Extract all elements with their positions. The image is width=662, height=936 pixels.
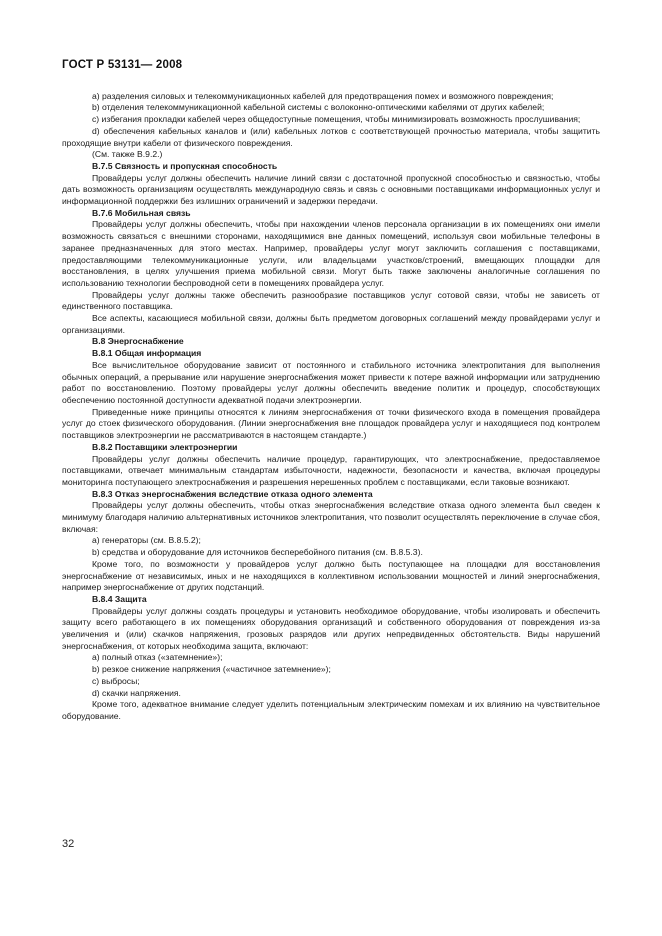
paragraph: b) отделения телекоммуникационной кабельной системы с волоконно-оптическими кабелями от других кабелей; — [92, 102, 545, 113]
section-heading: B.7.6 Мобильная связь — [92, 207, 191, 218]
paragraph: Провайдеры услуг должны обеспечить наличие линий связи с достаточной пропускной способностью и связностью, чтобы дать возможность организациям осуществлять международную связь и связь с основными поставщиками информационных услуг и информационной поддержки без излишних ограничений и задержки передачи. — [62, 172, 600, 207]
paragraph: Провайдеры услуг должны создать процедуры и установить необходимое оборудование, чтобы изолировать и обеспечить защиту всего работающего в их помещениях оборудования организаций и собственного оборудования от повреждения из-за увеличения и (или) скачков напряжения, грозовых разрядов или других непредвиденных обстоятельств. Виды нарушений энергоснабжения, от которых необходима защита, включают: — [62, 605, 600, 651]
paragraph: Провайдеры услуг должны обеспечить, чтобы при нахождении членов персонала организации в их помещениях они имели возможность связаться с внешними сторонами, находящимися вне данных помещений, используя свои мобильные телефоны в заранее предназначенных для этого местах. Например, провайдеры услуг могут заключить соглашения с поставщиками, предоставляющими телекоммуникационные услуги, или владельцами участков/строений, вмещающих площадки для восстановления, в целях улучшения приема мобильной связи. Могут быть также заключены аналогичные соглашения по использованию технологии беспроводной сети в помещениях провайдера услуг. — [62, 219, 600, 288]
paragraph: Провайдеры услуг должны также обеспечить разнообразие поставщиков услуг сотовой связи, чтобы не зависеть от единственного поставщика. — [62, 289, 600, 312]
list-item: d) скачки напряжения. — [92, 687, 181, 698]
page-number: 32 — [62, 838, 75, 850]
section-heading: B.8 Энергоснабжение — [92, 336, 184, 347]
section-heading: B.8.2 Поставщики электроэнергии — [92, 441, 238, 452]
section-heading: B.7.5 Связность и пропускная способность — [92, 160, 278, 171]
document-body — [62, 91, 600, 723]
paragraph: Приведенные ниже принципы относятся к линиям энергоснабжения от точки физического входа в помещения провайдера услуг до стоек физического оборудования. (Линии энергоснабжения вне площадок провайдера услуг и находящиеся под контролем поставщиков электроэнергии не рассматриваются в настоящем стандарте.) — [62, 406, 600, 441]
paragraph: Кроме того, адекватное внимание следует уделить потенциальным электрическим помехам и их влиянию на чувствительное оборудование. — [62, 699, 600, 721]
section-heading: B.8.3 Отказ энергоснабжения вследствие отказа одного элемента — [92, 488, 373, 499]
paragraph: Все вычислительное оборудование зависит от постоянного и стабильного источника электропитания для выполнения обычных операций, а прерывание или нарушение энергоснабжения может привести к потере важной информации или затруднению работ по восстановлению. Поэтому провайдеры услуг должны обеспечить введение политик и процедур, способствующих обеспечению постоянной доступности адекватной подачи электроэнергии. — [62, 359, 600, 405]
paragraph: Все аспекты, касающиеся мобильной связи, должны быть предметом договорных соглашений между провайдерами услуг и организациями. — [62, 313, 600, 335]
paragraph: d) обеспечения кабельных каналов и (или) кабельных лотков с соответствующей прочностью материала, чтобы защитить проходящие внутри кабели от физического повреждения. — [62, 125, 600, 148]
list-item: b) резкое снижение напряжения («частичное затемнение»); — [92, 664, 331, 675]
cross-reference: (См. также B.9.2.) — [92, 149, 163, 160]
list-item: b) средства и оборудование для источников бесперебойного питания (см. B.8.5.3). — [92, 547, 423, 558]
section-heading: B.8.4 Защита — [92, 593, 147, 604]
section-heading: B.8.1 Общая информация — [92, 348, 202, 359]
paragraph: a) разделения силовых и телекоммуникационных кабелей для предотвращения помех и возможного повреждения; — [92, 90, 554, 101]
list-item: a) полный отказ («затемнение»); — [92, 652, 223, 663]
paragraph: Кроме того, по возможности у провайдеров услуг должно быть поступающее на площадки для восстановления энергоснабжение от независимых, иных и не находящихся в коллективном использовании мощностей и линий энергоснабжения, например энергоснабжение от других подстанций. — [62, 558, 600, 593]
paragraph: Провайдеры услуг должны обеспечить, чтобы отказ энергоснабжения вследствие отказа одного элемента был сведен к минимуму благодаря наличию альтернативных источников электропитания, что позволит осуществлять переключение в случае сбоя, включая: — [62, 500, 600, 534]
list-item: a) генераторы (см. B.8.5.2); — [92, 535, 201, 546]
paragraph: Провайдеры услуг должны обеспечить наличие процедур, гарантирующих, что электроснабжение, предоставляемое поставщиками, отвечает минимальным стандартам избыточности, надежности, безопасности и качества, включая процедуры мониторинга поступающего электроснабжения и разрешения нерешенных проблем с поставщиками, если таковые возникают. — [62, 453, 600, 487]
list-item: c) выбросы; — [92, 675, 140, 686]
document-header: ГОСТ Р 53131— 2008 — [62, 59, 183, 71]
paragraph: c) избегания прокладки кабелей через общедоступные помещения, чтобы минимизировать возможность прослушивания; — [92, 114, 581, 125]
